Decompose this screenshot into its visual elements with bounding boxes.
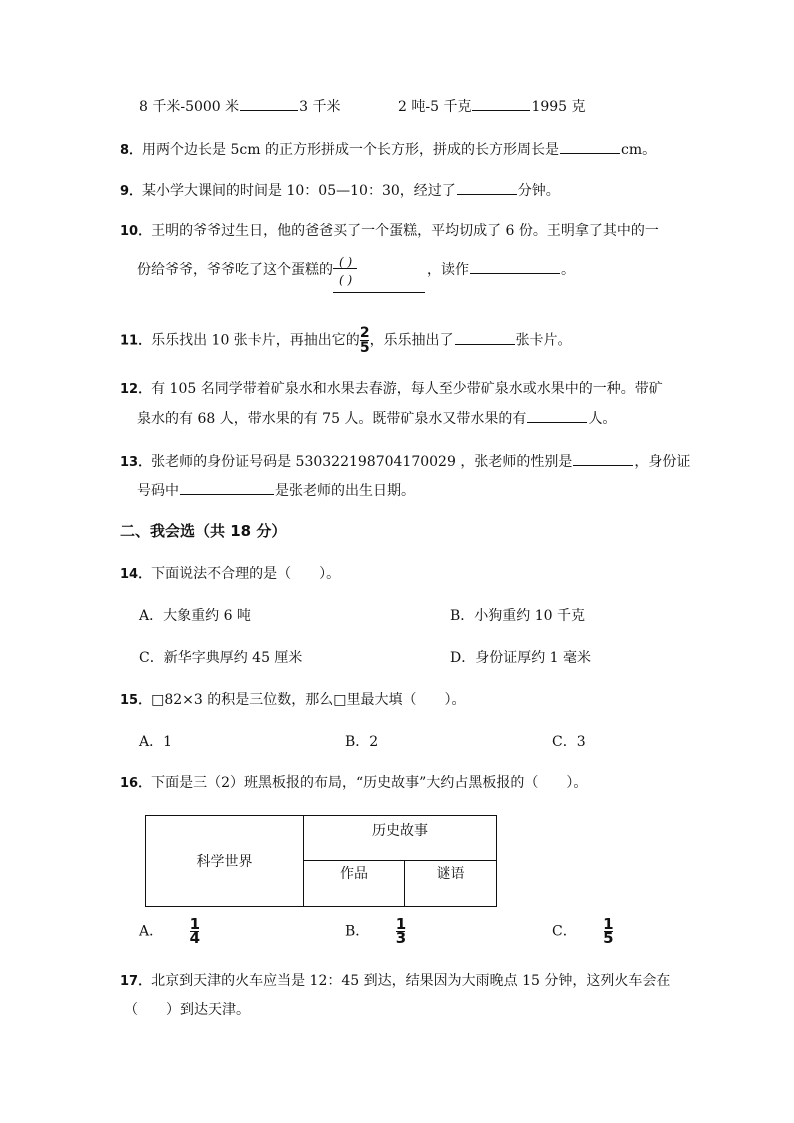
fraction: [395, 915, 407, 947]
fraction-denominator: 5: [603, 929, 614, 947]
question-number: 8．: [120, 143, 143, 158]
option-label: A．: [139, 734, 164, 750]
question-number: 14．: [120, 567, 152, 582]
conversion-a-left: 8 千米-5000 米: [139, 99, 240, 115]
option-label: D．: [450, 650, 476, 666]
fraction-denominator: 3: [395, 929, 407, 947]
answer-blank[interactable]: [470, 259, 560, 274]
answer-blank[interactable]: [560, 139, 620, 154]
fraction-numerator: 2: [359, 325, 370, 341]
question-number: 9．: [120, 184, 143, 199]
option-label: B．: [345, 734, 370, 750]
fraction-bar: [333, 268, 357, 269]
option-label: A．: [139, 608, 164, 624]
question-text: （ ）到达天津。: [124, 1002, 250, 1018]
option-b[interactable]: [345, 732, 378, 752]
question-10-line-1: [120, 221, 659, 242]
option-text: 2: [369, 734, 379, 750]
option-text: 大象重约 6 吨: [163, 608, 251, 624]
fraction-numerator: 1: [189, 915, 201, 933]
question-text: ，读作: [427, 262, 469, 278]
question-15: [120, 690, 465, 711]
answer-blank[interactable]: [240, 96, 298, 111]
fraction-numerator: 1: [603, 915, 614, 933]
option-label: C．: [552, 923, 577, 940]
question-text: 。: [561, 262, 575, 278]
question-text: 下面是三（2）班黑板报的布局，“历史故事”大约占黑板报的（ ）。: [151, 775, 588, 791]
option-c[interactable]: [552, 915, 614, 947]
question-11: [120, 326, 572, 355]
question-unit: cm。: [620, 142, 657, 158]
conversion-row: [398, 96, 586, 117]
question-17-line-1: [120, 971, 670, 992]
question-14: [120, 564, 340, 585]
board-cell-works: 作品: [304, 861, 405, 907]
question-unit: 分钟。: [517, 183, 560, 199]
answer-blank[interactable]: [472, 96, 530, 111]
section-heading: 二、我会选（共 18 分）: [120, 522, 287, 540]
fraction: [360, 326, 370, 355]
fraction-numerator-blank: ( ): [339, 255, 353, 269]
fraction: [189, 915, 201, 947]
answer-blank[interactable]: [180, 480, 274, 495]
answer-blank[interactable]: [455, 330, 515, 345]
question-text: 泉水的有 68 人，带水果的有 75 人。既带矿泉水又带水果的有: [137, 411, 527, 427]
question-text: 乐乐找出 10 张卡片，再抽出它的: [151, 332, 360, 349]
fraction-denominator: 4: [189, 929, 201, 947]
option-label: C．: [552, 734, 577, 750]
question-12-line-1: [120, 379, 663, 400]
option-label: C．: [139, 650, 164, 666]
conversion-row: [139, 96, 341, 117]
option-d[interactable]: [450, 648, 591, 668]
question-number: 17．: [120, 974, 152, 989]
option-text: 1: [163, 734, 173, 750]
answer-underline: [333, 292, 425, 293]
question-text: 份给爷爷，爷爷吃了这个蛋糕的: [137, 262, 333, 278]
fraction: [603, 915, 614, 947]
option-text: 小狗重约 10 千克: [474, 608, 586, 624]
option-label: B．: [345, 923, 370, 940]
question-9: [120, 180, 560, 202]
question-text: 是张老师的出生日期。: [275, 483, 415, 499]
board-cell-riddles: 谜语: [405, 861, 497, 907]
question-text: 有 105 名同学带着矿泉水和水果去春游，每人至少带矿泉水或水果中的一种。带矿: [151, 381, 663, 397]
question-text: 北京到天津的火车应当是 12：45 到达，结果因为大雨晚点 15 分钟，这列火车会在: [151, 973, 671, 989]
option-text: 身份证厚约 1 毫米: [475, 650, 592, 666]
fraction-blank[interactable]: [333, 252, 427, 288]
question-text: □82×3 的积是三位数，那么□里最大填（ ）。: [151, 692, 466, 708]
option-b[interactable]: [345, 915, 407, 947]
option-a[interactable]: [139, 606, 251, 626]
answer-blank[interactable]: [527, 408, 587, 423]
conversion-a-right: 3 千米: [299, 99, 341, 115]
question-text: 下面说法不合理的是（ ）。: [151, 566, 341, 582]
question-text: 用两个边长是 5cm 的正方形拼成一个长方形，拼成的长方形周长是: [142, 142, 559, 158]
question-text: 张老师的身份证号码是 530322198704170029 ，张老师的性别是: [151, 454, 573, 470]
blackboard-layout-table: [145, 815, 497, 907]
option-b[interactable]: [450, 606, 585, 626]
question-17-line-2: [124, 1000, 250, 1020]
question-number: 13．: [120, 455, 152, 470]
question-text: ，乐乐抽出了: [369, 332, 454, 349]
fraction-denominator-blank: ( ): [339, 273, 353, 287]
question-13-line-1: [120, 451, 690, 473]
answer-blank[interactable]: [457, 180, 517, 195]
board-cell-science: 科学世界: [146, 816, 304, 907]
question-number: 12．: [120, 382, 152, 397]
board-cell-history: 历史故事: [304, 816, 497, 861]
question-text: 张卡片。: [515, 332, 572, 349]
fraction-denominator: 5: [359, 340, 370, 356]
question-number: 11．: [120, 333, 152, 349]
question-8: [120, 139, 656, 161]
question-text: 人。: [588, 411, 617, 427]
question-text: 某小学大课间的时间是 10：05—10：30，经过了: [142, 183, 456, 199]
conversion-b-left: 2 吨-5 千克: [398, 99, 472, 115]
option-c[interactable]: [139, 648, 302, 668]
question-16: [120, 773, 587, 794]
option-a[interactable]: [139, 732, 172, 752]
question-10-line-2: [137, 252, 575, 288]
question-number: 16．: [120, 776, 152, 791]
question-text: 号码中: [137, 483, 179, 499]
question-number: 10．: [120, 224, 152, 239]
question-text: ，身份证: [634, 454, 691, 470]
option-text: 新华字典厚约 45 厘米: [163, 650, 303, 666]
option-label: A．: [139, 923, 164, 940]
question-13-line-2: [137, 480, 415, 501]
option-text: 3: [576, 734, 586, 750]
fraction-numerator: 1: [395, 915, 407, 933]
question-text: 王明的爷爷过生日，他的爸爸买了一个蛋糕，平均切成了 6 份。王明拿了其中的一: [151, 223, 659, 239]
answer-blank[interactable]: [573, 451, 633, 466]
option-a[interactable]: [139, 915, 201, 947]
option-label: B．: [450, 608, 475, 624]
question-number: 15．: [120, 693, 152, 708]
question-12-line-2: [137, 408, 616, 429]
option-c[interactable]: [552, 732, 586, 752]
conversion-b-right: 1995 克: [531, 99, 586, 115]
